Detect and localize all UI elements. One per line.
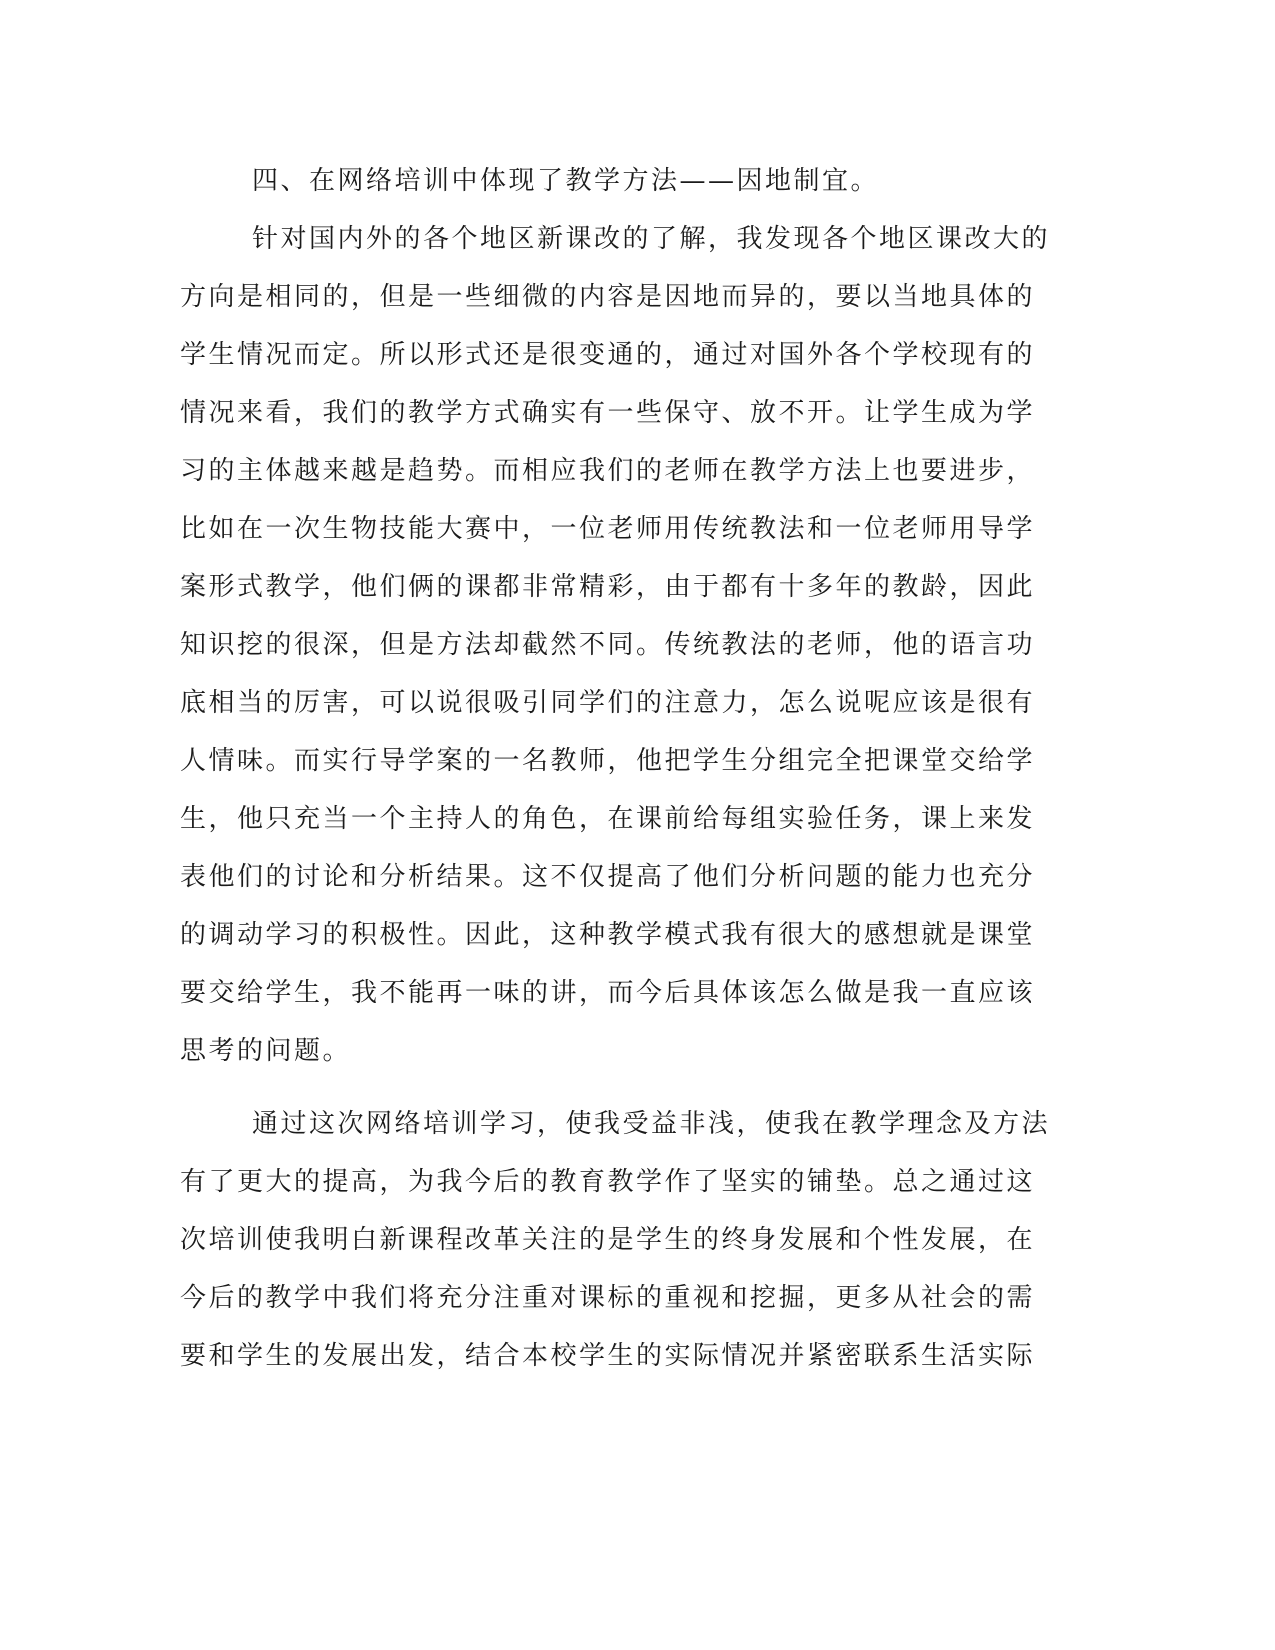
paragraph-line: 思考的问题。 <box>180 1036 352 1066</box>
paragraph-line: 今后的教学中我们将充分注重对课标的重视和挖掘，更多从社会的需 <box>180 1283 1036 1313</box>
paragraph-line: 表他们的讨论和分析结果。这不仅提高了他们分析问题的能力也充分 <box>180 862 1036 892</box>
paragraph-line: 比如在一次生物技能大赛中，一位老师用传统教法和一位老师用导学 <box>180 514 1036 544</box>
paragraph-line: 人情味。而实行导学案的一名教师，他把学生分组完全把课堂交给学 <box>180 746 1036 776</box>
paragraph-line: 案形式教学，他们俩的课都非常精彩，由于都有十多年的教龄，因此 <box>180 572 1036 602</box>
paragraph-line: 次培训使我明白新课程改革关注的是学生的终身发展和个性发展，在 <box>180 1225 1036 1255</box>
paragraph-line: 习的主体越来越是趋势。而相应我们的老师在教学方法上也要进步， <box>180 456 1036 486</box>
section-heading: 四、在网络培训中体现了教学方法——因地制宜。 <box>252 166 880 196</box>
paragraph-line: 针对国内外的各个地区新课改的了解，我发现各个地区课改大的 <box>252 224 1051 254</box>
paragraph-line: 底相当的厉害，可以说很吸引同学们的注意力，怎么说呢应该是很有 <box>180 688 1036 718</box>
paragraph-line: 方向是相同的，但是一些细微的内容是因地而异的，要以当地具体的 <box>180 282 1036 312</box>
paragraph-line: 要和学生的发展出发，结合本校学生的实际情况并紧密联系生活实际 <box>180 1341 1036 1371</box>
paragraph-line: 要交给学生，我不能再一味的讲，而今后具体该怎么做是我一直应该 <box>180 978 1036 1008</box>
paragraph-line: 知识挖的很深，但是方法却截然不同。传统教法的老师，他的语言功 <box>180 630 1036 660</box>
paragraph-line: 学生情况而定。所以形式还是很变通的，通过对国外各个学校现有的 <box>180 340 1036 370</box>
paragraph-line: 的调动学习的积极性。因此，这种教学模式我有很大的感想就是课堂 <box>180 920 1036 950</box>
paragraph-line: 生，他只充当一个主持人的角色，在课前给每组实验任务，课上来发 <box>180 804 1036 834</box>
paragraph-line: 情况来看，我们的教学方式确实有一些保守、放不开。让学生成为学 <box>180 398 1036 428</box>
paragraph-line: 有了更大的提高，为我今后的教育教学作了坚实的铺垫。总之通过这 <box>180 1167 1036 1197</box>
paragraph-line: 通过这次网络培训学习，使我受益非浅，使我在教学理念及方法 <box>252 1109 1051 1139</box>
